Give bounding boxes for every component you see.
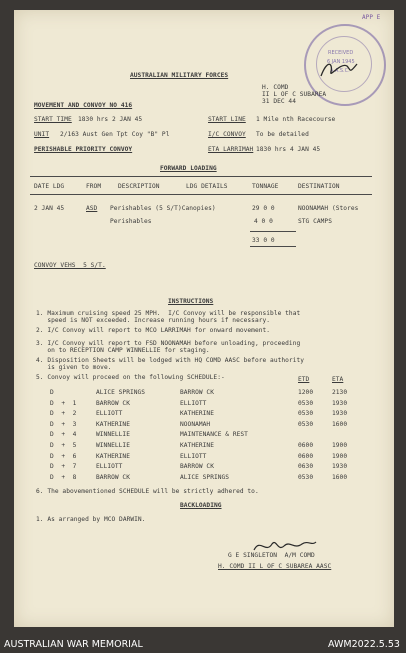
schedule-eta: 2130 — [332, 389, 348, 396]
corner-note: APP E — [362, 14, 381, 21]
schedule-to: KATHERINE — [180, 410, 214, 418]
col-tonnage: TONNAGE — [252, 183, 279, 190]
schedule-eta: 1600 — [332, 473, 348, 481]
instruction-6: 6. The abovementioned SCHEDULE will be strictly adhered to. — [36, 488, 259, 495]
schedule-etd: 0530 — [298, 410, 314, 418]
instruction-2: 2. I/C Convoy will report to MCO LARRIMAH for onward movement. — [36, 327, 271, 334]
instructions-heading: INSTRUCTIONS — [168, 298, 214, 305]
start-time-value: 1830 hrs 2 JAN 45 — [78, 116, 143, 123]
schedule-to: BARROW CK — [180, 389, 214, 396]
table-row-1-destination: NOONAMAH (Stores — [298, 205, 359, 212]
schedule-eta: 1930 — [332, 399, 348, 407]
schedule-eta: 1930 — [332, 410, 348, 418]
handwritten-initials — [319, 58, 359, 84]
unit-value: 2/163 Aust Gen Tpt Coy "B" Pl — [60, 131, 170, 138]
instruction-3: 3. I/C Convoy will report to FSD NOONAMAH before unloading, proceeding on to RECEPTION CAMP WINNELLIE for staging. — [36, 340, 301, 354]
instruction-4: 4. Disposition Sheets will be lodged with HQ COMD AASC before authority is given to move. — [36, 357, 305, 371]
from-line-1: H. COMD — [262, 84, 289, 91]
document-page — [14, 10, 394, 627]
col-ldg-details: LDG DETAILS — [186, 183, 228, 190]
signature-title: H. COMD II L OF C SUBAREA AASC — [218, 563, 332, 570]
table-row-2-destination: STG CAMPS — [298, 218, 332, 225]
tonnage-total: 33 0 0 — [252, 237, 275, 244]
schedule-to: ALICE SPRINGS — [180, 473, 230, 481]
schedule-to: ELLIOTT — [180, 399, 207, 407]
table-row-2-tonnage: 4 0 0 — [254, 218, 273, 225]
schedule-day: D + 5 — [50, 442, 77, 449]
table-row-1-description: Perishables (5 S/T)Canopies) — [110, 205, 216, 212]
schedule-etd: 0530 — [298, 399, 314, 407]
schedule-day: D — [50, 389, 54, 396]
footer-left: AUSTRALIAN WAR MEMORIAL — [4, 639, 143, 650]
schedule-etd: 1200 — [298, 389, 314, 396]
schedule-day: D + 7 — [50, 463, 77, 471]
unit-label: UNIT — [34, 131, 50, 138]
schedule-eta: 1600 — [332, 420, 348, 428]
schedule-to: BARROW CK — [180, 463, 214, 471]
table-row-1-date: 2 JAN 45 — [34, 205, 65, 212]
col-description: DESCRIPTION — [118, 183, 160, 190]
col-from: FROM — [86, 183, 102, 190]
schedule-from: KATHERINE — [96, 452, 130, 460]
ic-convoy-label: I/C CONVOY — [208, 131, 246, 138]
schedule-eta: 1900 — [332, 452, 348, 460]
col-date: DATE LDG — [34, 183, 65, 190]
schedule-header-eta: ETA — [332, 376, 344, 383]
schedule-to: NOONAMAH — [180, 420, 211, 428]
from-line-3: 31 DEC 44 — [262, 98, 296, 105]
schedule-to: MAINTENANCE & REST — [180, 431, 248, 439]
schedule-from: ALICE SPRINGS — [96, 389, 146, 396]
schedule-from: BARROW CK — [96, 473, 130, 481]
instruction-5: 5. Convoy will proceed on the following SCHEDULE:- — [36, 374, 225, 381]
schedule-etd: 0600 — [298, 442, 314, 449]
table-row-1-tonnage: 29 0 0 — [252, 205, 275, 212]
schedule-day: D + 8 — [50, 473, 77, 481]
col-destination: DESTINATION — [298, 183, 340, 190]
start-time-label: START TIME — [34, 116, 72, 123]
backloading-item: 1. As arranged by MCO DARWIN. — [36, 516, 146, 523]
instruction-1: 1. Maximum cruising speed 25 MPH. I/C Convoy will be responsible that speed is NOT exceeded. Increase running hours if necessary. — [36, 310, 301, 324]
schedule-from: ELLIOTT — [96, 410, 123, 418]
schedule-to: KATHERINE — [180, 442, 214, 449]
schedule-eta: 1930 — [332, 463, 348, 471]
schedule-day: D + 3 — [50, 420, 77, 428]
table-row-1-from: ASD — [86, 205, 98, 212]
convoy-vehs: CONVOY VEHS 5 S/T. — [34, 262, 106, 269]
from-line-2: II L OF C SUBAREA — [262, 91, 327, 98]
eta-label: ETA LARRIMAH — [208, 146, 254, 153]
movement-label: MOVEMENT AND CONVOY NO 416 — [34, 102, 133, 109]
document-title: AUSTRALIAN MILITARY FORCES — [130, 72, 229, 79]
signature-name: G E SINGLETON A/M COMD — [228, 552, 315, 559]
priority-label: PERISHABLE PRIORITY CONVOY — [34, 146, 133, 153]
schedule-eta: 1900 — [332, 442, 348, 449]
schedule-day: D + 2 — [50, 410, 77, 418]
schedule-day: D + 1 — [50, 399, 77, 407]
backloading-heading: BACKLOADING — [180, 502, 222, 509]
schedule-day: D + 4 — [50, 431, 77, 439]
schedule-etd: 0530 — [298, 420, 314, 428]
schedule-etd: 0630 — [298, 463, 314, 471]
start-line-label: START LINE — [208, 116, 246, 123]
schedule-from: BARROW CK — [96, 399, 130, 407]
schedule-etd: 0600 — [298, 452, 314, 460]
schedule-from: ELLIOTT — [96, 463, 123, 471]
schedule-to: ELLIOTT — [180, 452, 207, 460]
start-line-value: 1 Mile nth Racecourse — [256, 116, 336, 123]
ic-convoy-value: To be detailed — [256, 131, 309, 138]
table-row-2-description: Perishables — [110, 218, 152, 225]
footer-right: AWM2022.5.53 — [328, 639, 400, 650]
schedule-header-etd: ETD — [298, 376, 310, 383]
schedule-from: KATHERINE — [96, 420, 130, 428]
forward-loading-heading: FORWARD LOADING — [160, 165, 217, 172]
eta-value: 1830 hrs 4 JAN 45 — [256, 146, 321, 153]
schedule-from: WINNELLIE — [96, 442, 130, 449]
schedule-etd: 0530 — [298, 473, 314, 481]
schedule-day: D + 6 — [50, 452, 77, 460]
schedule-from: WINNELLIE — [96, 431, 130, 439]
received-stamp: RECEIVED 6 JAN 1945 A.A.S.C. — [304, 24, 386, 106]
